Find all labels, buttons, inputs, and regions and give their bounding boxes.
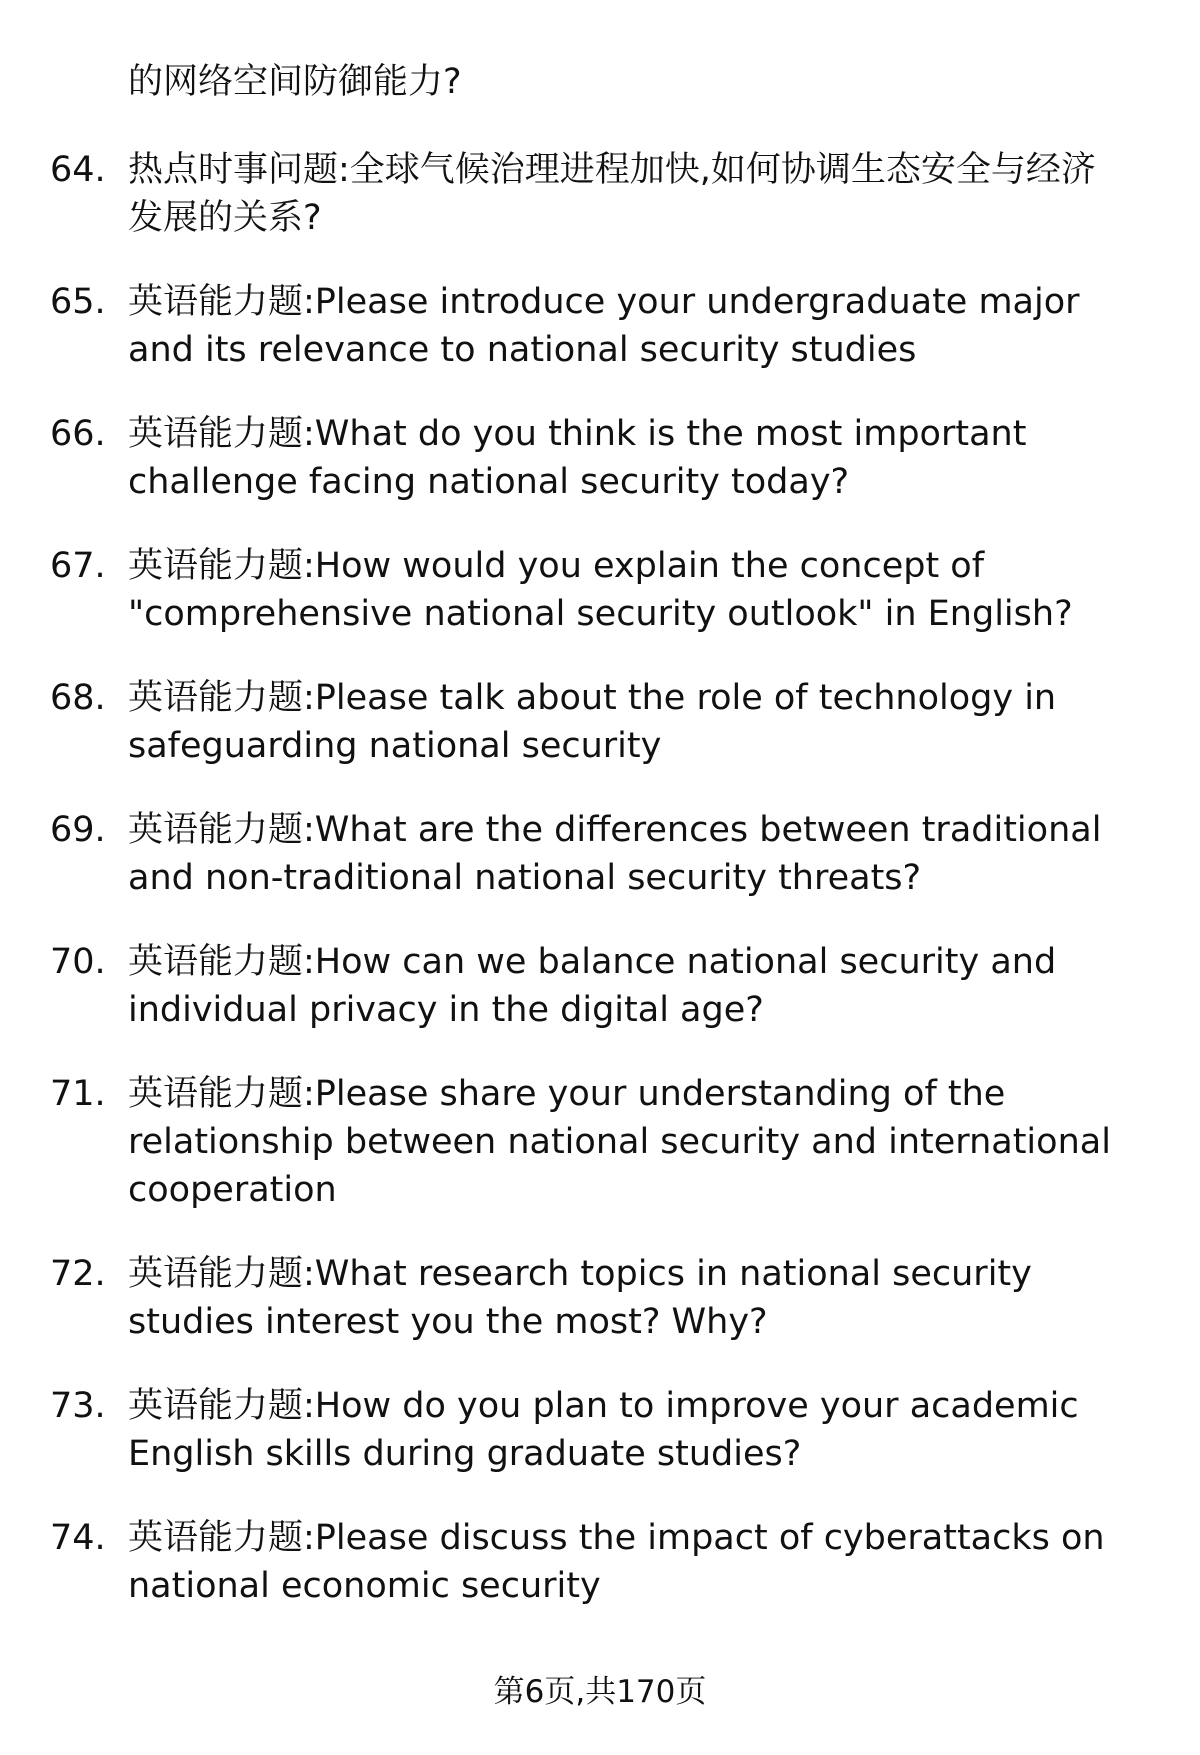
question-item <box>50 542 1135 638</box>
question-number: 73. <box>50 1386 106 1426</box>
question-number: 66. <box>50 414 106 454</box>
question-number: 65. <box>50 282 106 322</box>
question-number: 72. <box>50 1254 106 1294</box>
question-text: 英语能力题:What are the differences between traditional and non-traditional national security threats? <box>128 810 1102 898</box>
question-number: 68. <box>50 678 106 718</box>
question-item <box>50 1070 1135 1214</box>
question-text: 热点时事问题:全球气候治理进程加快,如何协调生态安全与经济发展的关系? <box>128 150 1096 238</box>
question-item <box>50 674 1135 770</box>
question-item <box>50 278 1135 374</box>
question-item <box>50 1514 1135 1610</box>
question-item <box>50 146 1135 242</box>
question-text: 英语能力题:Please talk about the role of technology in safeguarding national security <box>128 678 1057 766</box>
question-item <box>50 1382 1135 1478</box>
question-text: 英语能力题:How would you explain the concept of "comprehensive national security outlook" in English? <box>128 546 1073 634</box>
question-number: 74. <box>50 1518 106 1558</box>
question-text: 英语能力题:Please introduce your undergraduate major and its relevance to national security studies <box>128 282 1080 370</box>
page-footer: 第6页,共170页 <box>493 1674 707 1710</box>
question-text: 英语能力题:What research topics in national security studies interest you the most? Why? <box>128 1254 1032 1342</box>
question-number: 69. <box>50 810 106 850</box>
question-item <box>50 938 1135 1034</box>
question-number: 64. <box>50 150 106 190</box>
question-item <box>50 410 1135 506</box>
question-item <box>50 806 1135 902</box>
continuation-text: 的网络空间防御能力? <box>128 62 462 102</box>
question-text: 英语能力题:What do you think is the most important challenge facing national security today? <box>128 414 1027 502</box>
question-text: 英语能力题:How can we balance national security and individual privacy in the digital age? <box>128 942 1057 1030</box>
question-number: 67. <box>50 546 106 586</box>
question-text: 英语能力题:Please share your understanding of the relationship between national security and international cooperation <box>128 1074 1111 1210</box>
question-item <box>50 1250 1135 1346</box>
question-number: 70. <box>50 942 106 982</box>
question-number: 71. <box>50 1074 106 1114</box>
question-text: 英语能力题:Please discuss the impact of cyberattacks on national economic security <box>128 1518 1105 1606</box>
question-text: 英语能力题:How do you plan to improve your academic English skills during graduate studies? <box>128 1386 1079 1474</box>
